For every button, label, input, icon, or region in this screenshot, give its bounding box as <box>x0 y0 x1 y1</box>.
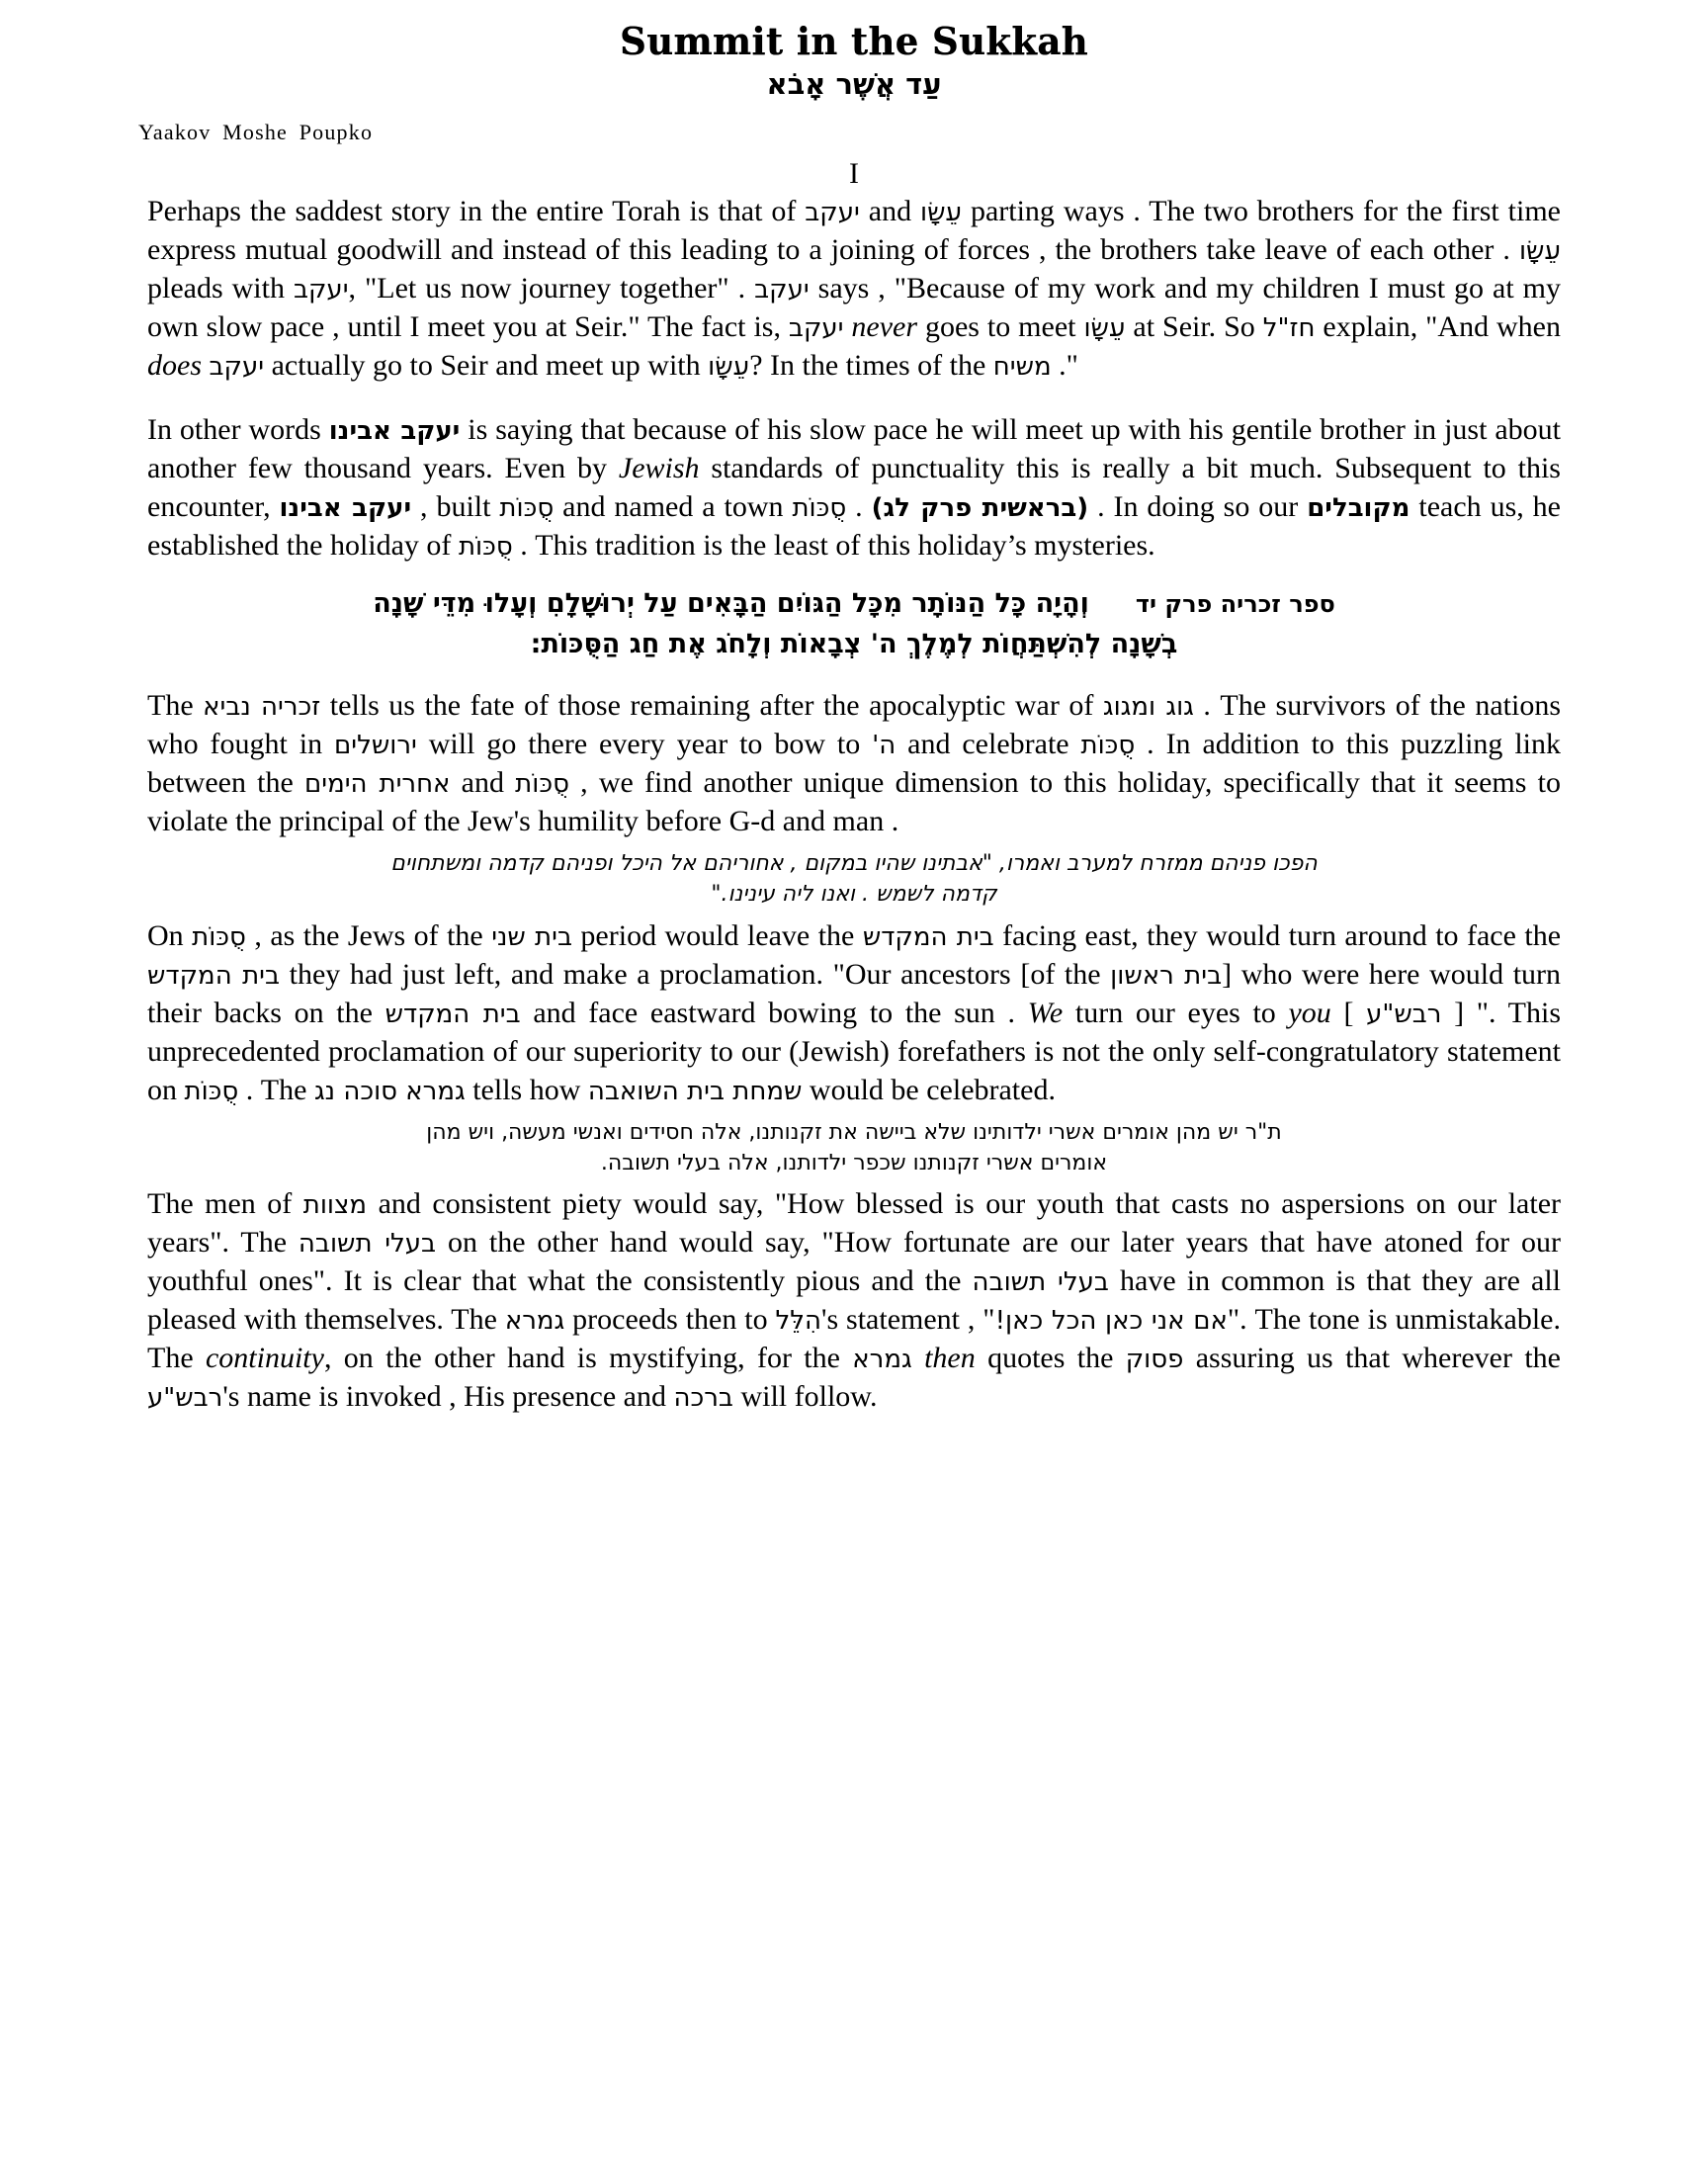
hebrew-term: (בראשית פרק לג) <box>871 493 1089 524</box>
body-text: On <box>147 918 193 952</box>
paragraph-3 <box>147 686 1561 840</box>
page-subtitle-hebrew: עַד אֲשֶׁר אָבֹא <box>766 66 942 101</box>
body-text: actually go to Seir and meet up with <box>264 349 709 383</box>
section-number: I <box>849 157 859 191</box>
hebrew-term: יעקב אבינו <box>279 493 412 524</box>
body-text: parting ways . The two brothers for the first time express mutual goodwill and instead of this leading to a joining of forces , the brothers take leave of each other . <box>147 195 1562 267</box>
hebrew-term: יעקב <box>209 352 265 383</box>
hebrew-term: הִלֵּל <box>775 1305 822 1336</box>
body-text: and consistent piety would say, "How blessed is our youth that casts no aspersions on our later years". The <box>147 1186 1561 1259</box>
body-text: . The <box>238 1073 314 1106</box>
body-text: , on the other hand is mystifying, for the <box>323 1341 853 1374</box>
body-text: , built <box>411 490 500 524</box>
quote-tosefta-sukkah <box>236 1117 1472 1178</box>
body-text: on the other hand would say, "How fortunate are our later years that have atoned for our youthful ones". It is clear that what the consistently pious and the <box>147 1225 1561 1297</box>
body-text: ." <box>1051 349 1078 383</box>
body-text <box>912 1342 924 1374</box>
hebrew-term: יעקב <box>293 275 349 305</box>
emphasis-text: then <box>924 1341 976 1374</box>
body-text: at Seir. So <box>1125 310 1263 344</box>
hebrew-term: אם אני כאן הכל כאן! <box>994 1305 1228 1336</box>
body-text: , "Let us now journey together" . <box>348 272 755 305</box>
body-text: . In addition to this puzzling link between the <box>147 728 1561 800</box>
body-text: proceeds then to <box>564 1302 776 1336</box>
body-text: . In doing so our <box>1088 490 1308 524</box>
title-block <box>0 0 1708 104</box>
hebrew-term: בעלי תשובה <box>298 1228 437 1259</box>
paragraph-4 <box>147 916 1561 1109</box>
body-text: and <box>450 766 516 800</box>
hebrew-term: רבש"ע <box>1366 999 1442 1029</box>
body-text: and celebrate <box>896 728 1081 761</box>
quote-zechariah <box>182 584 1526 664</box>
hebrew-term: סֻכּוֹת <box>1080 731 1136 761</box>
body-text: [ <box>1330 996 1367 1029</box>
hebrew-term: בית המקדש <box>384 999 521 1029</box>
hebrew-term: שמחת בית השואבה <box>587 1076 803 1106</box>
hebrew-term: בעלי תשובה <box>972 1266 1109 1297</box>
hebrew-term: מקובלים <box>1307 493 1410 524</box>
quote-mishnah-line1: הפכו פניהם ממזרח למערב ואמרו, "אבתינו שהיו במקום , אחוריהם אל היכל ופניהם קדמה ומשתחוים <box>390 851 1318 877</box>
quote-mishnah-line2: קדמה לשמש . ואנו ליה עינינו." <box>711 882 997 908</box>
hebrew-term: יעקב <box>788 313 844 344</box>
quote-mishnah-sukkah <box>236 848 1472 910</box>
emphasis-text: We <box>1027 996 1064 1029</box>
hebrew-term: סֻכּוֹת <box>792 493 847 524</box>
body-text: is saying that because of his slow pace he will meet up with his gentile brother in just about another few thousand years. Even by <box>147 413 1562 485</box>
hebrew-term: ה' <box>872 731 897 761</box>
paragraph-5 <box>147 1184 1561 1416</box>
hebrew-term: גוג ומגוג <box>1102 692 1194 723</box>
hebrew-term: מצוות <box>302 1189 368 1220</box>
body-text: ? In the times of the <box>749 349 993 383</box>
hebrew-term: חז"ל <box>1262 313 1316 344</box>
body-text: and <box>859 195 920 228</box>
body-text: 's statement , " <box>821 1302 995 1336</box>
body-text: turn our eyes to <box>1063 996 1289 1029</box>
body-text: they had just left, and make a proclamation. "Our ancestors [of the <box>280 957 1111 991</box>
body-text: tells us the fate of those remaining after the apocalyptic war of <box>320 689 1103 723</box>
hebrew-term: סֻכּוֹת <box>458 532 513 563</box>
hebrew-term: עֵשָׂו <box>1083 313 1126 344</box>
body-text: . <box>846 490 872 524</box>
hebrew-term: בית ראשון <box>1110 960 1223 991</box>
quote-zechariah-line1: וְהָיָה כָּל הַנּוֹתָר מִכָּל הַגּוֹיִם הַבָּאִים עַל יְרוּשָׁלָםִ וְעָלוּ מִדֵּי שָׁנָה <box>373 588 1089 620</box>
body-text <box>202 349 210 382</box>
hebrew-term: ברכה <box>673 1382 733 1413</box>
body-text: In other words <box>147 413 329 447</box>
body-text: tells how <box>465 1073 588 1106</box>
hebrew-term: בית המקדש <box>147 960 281 991</box>
body-text: ] who were here would turn their backs on the <box>147 957 1562 1029</box>
body-text: will follow. <box>732 1379 878 1413</box>
hebrew-term: סֻכּוֹת <box>499 493 555 524</box>
body-text: ". The tone is unmistakable. The <box>147 1302 1561 1374</box>
hebrew-term: עֵשָׂו <box>920 198 963 228</box>
paragraph-2 <box>147 410 1561 565</box>
body-text: . The survivors of the nations who fought in <box>147 689 1562 761</box>
hebrew-term: פסוק <box>1125 1344 1184 1374</box>
body-text: 's name is invoked , His presence and <box>222 1379 674 1413</box>
body-text: pleads with <box>147 272 294 305</box>
emphasis-text: never <box>851 310 918 344</box>
body-text: period would leave the <box>571 918 863 952</box>
body-text: standards of punctuality this is really a bit much. Subsequent to this encounter, <box>147 452 1561 524</box>
hebrew-term: סֻכּוֹת <box>192 921 246 952</box>
hebrew-term: בית שני <box>491 921 572 952</box>
emphasis-text: does <box>147 349 202 383</box>
hebrew-term: עֵשָׂו <box>708 352 750 383</box>
paragraph-1 <box>147 192 1561 385</box>
emphasis-text: Jewish <box>618 452 700 485</box>
body-text: assuring us that wherever the <box>1183 1341 1561 1374</box>
body-text: . This tradition is the least of this holiday’s mysteries. <box>512 529 1155 563</box>
page-title: Summit in the Sukkah <box>620 19 1088 63</box>
body-text: explain, "And when <box>1315 310 1561 344</box>
body-text: quotes the <box>975 1341 1126 1374</box>
hebrew-term: גמרא <box>504 1305 565 1336</box>
hebrew-term: יעקב <box>754 275 810 305</box>
body-text: would be celebrated. <box>802 1073 1056 1106</box>
hebrew-term: בית המקדש <box>862 921 994 952</box>
emphasis-text: you <box>1288 996 1331 1029</box>
body-text: and face eastward bowing to the sun . <box>520 996 1028 1029</box>
hebrew-term: רבש"ע <box>147 1382 223 1413</box>
body-text: ] ". This unprecedented proclamation of our superiority to our (Jewish) forefathers is not the only self-congratulatory statement on <box>147 996 1561 1106</box>
hebrew-term: זכריה נביא <box>203 692 321 723</box>
quote-zechariah-source: ספר זכריה פרק יד <box>1135 590 1335 619</box>
hebrew-term: גמרא <box>852 1344 912 1374</box>
body-text: facing east, they would turn around to face the <box>993 918 1562 952</box>
quote-tosefta-line1: ת"ר יש מהן אומרים אשרי ילדותינו שלא ביישה את זקנותנו, אלה חסידים ואנשי מעשה, ויש מהן <box>426 1119 1282 1145</box>
body-text: The <box>147 689 204 723</box>
quote-zechariah-line2: בְשָׁנָה לְהִשְׁתַּחֲוֹת לְמֶלֶךְ ה' צְבָאוֹת וְלָחֹג אֶת חַג הַסֻּכּוֹת: <box>530 628 1178 659</box>
body-text: teach us, he established the holiday of <box>147 490 1561 563</box>
hebrew-term: גמרא סוכה נג <box>313 1076 466 1106</box>
hebrew-term: משיח <box>992 352 1052 383</box>
body-text: , we find another unique dimension to this holiday, specifically that it seems to violate the principal of the Jew's humility before G-d and man . <box>147 766 1561 838</box>
body-text: The men of <box>147 1186 303 1220</box>
quote-tosefta-line2: אומרים אשרי זקנותנו שכפר ילדותנו, אלה בעלי תשובה. <box>600 1150 1108 1175</box>
hebrew-term: סֻכּוֹת <box>184 1076 239 1106</box>
body-text: goes to meet <box>917 310 1084 344</box>
body-text: Perhaps the saddest story in the entire Torah is that of <box>147 195 806 228</box>
body-text: says , "Because of my work and my children I must go at my own slow pace , until I meet you at Seir." The fact is, <box>147 272 1561 344</box>
body-text: , as the Jews of the <box>245 918 492 952</box>
hebrew-term: סֻכּוֹת <box>515 769 569 800</box>
hebrew-term: אחרית הימים <box>304 769 451 800</box>
body-column <box>147 157 1561 1416</box>
body-text: have in common is that they are all pleased with themselves. The <box>147 1263 1562 1336</box>
hebrew-term: יעקב <box>805 198 860 228</box>
body-text: will go there every year to bow to <box>416 728 873 761</box>
author-byline: Yaakov Moshe Poupko <box>138 120 374 145</box>
hebrew-term: ירושלים <box>334 731 417 761</box>
hebrew-term: יעקב אבינו <box>328 416 461 447</box>
emphasis-text: continuity <box>205 1341 324 1374</box>
hebrew-term: עֵשָׂו <box>1518 236 1561 267</box>
body-text: and named a town <box>554 490 793 524</box>
